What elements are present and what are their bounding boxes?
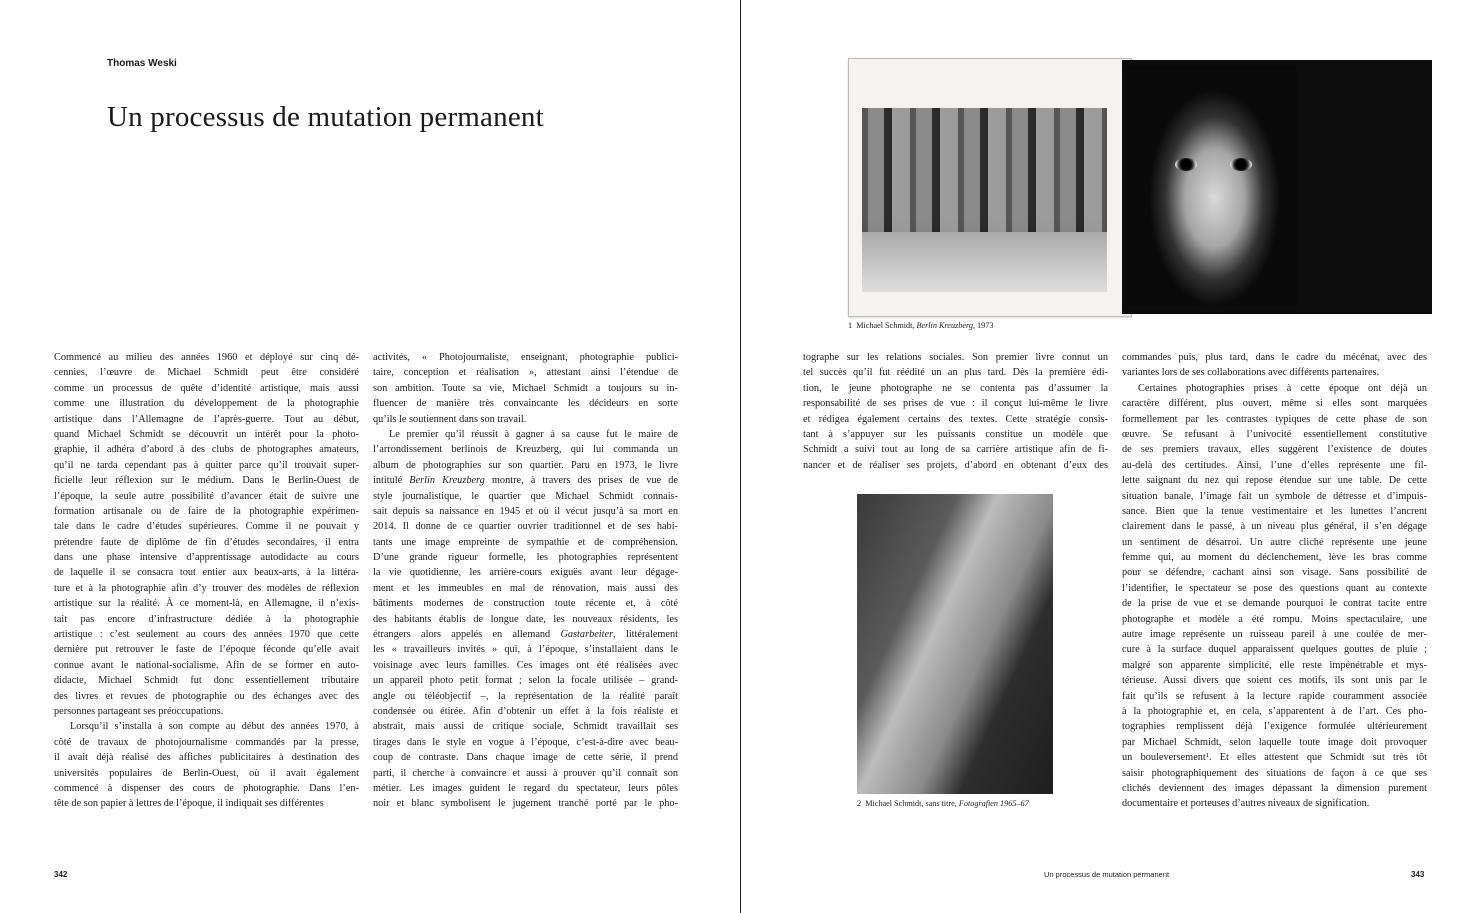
text-line: tel succès qu’il fut réédité un an plus tard. Dès la première édi-: [803, 367, 1108, 379]
running-head: Un processus de mutation permanent: [1044, 870, 1170, 879]
text-line: l’identifier, le spectateur se pose des questions quant au contexte: [1122, 582, 1427, 594]
text-line: fluencer de manière très convaincante les décideurs en sorte: [373, 398, 678, 410]
text-line: il avait déjà réalisé des affiches publicitaires à destination des: [54, 752, 359, 764]
text-line: un bouleversement¹. Et elles attestent que Schmidt sut très tôt: [1122, 752, 1427, 764]
text-line: quand Michael Schmidt se découvrit un intérêt pour la photo-: [54, 428, 359, 440]
figure-1-street-photo: [862, 108, 1107, 292]
text-line: cennies, l’œuvre de Michael Schmidt peut être considéré: [54, 367, 359, 379]
text-line: ture et à la photographie afin d’y trouver des modèles de réflexion: [54, 582, 359, 594]
text-line: de ses premiers travaux, elles suggèrent l’existence de doutes: [1122, 444, 1427, 456]
text-line: lette saignant du nez qui repose étendue sur une table. De cette: [1122, 475, 1427, 487]
text-line: Certaines photographies prises à cette époque ont déjà un: [1138, 382, 1427, 394]
text-line: par Michael Schmidt, selon laquelle toute image doit provoquer: [1122, 736, 1427, 748]
text-line: nancer et de réaliser ses projets, d’abord en obtenant d’eux des: [803, 459, 1108, 471]
text-line: variantes lors de ses collaborations avec différents partenaires.: [1122, 367, 1380, 379]
text-line: parti, il cherche à convaincre et aussi à prouver qu’il connaît son: [373, 767, 678, 779]
text-line: clichés deviennent des images dépassant la dimension purement: [1122, 782, 1427, 794]
text-line: condensée ou étirée. Afin d’obtenir un effet à la fois réaliste et: [373, 705, 678, 717]
text-line: commencé à dispenser des cours de photographie. Dans l’en-: [54, 782, 359, 794]
text-line: dans une phase intensive d’apprentissage autodidacte au cours: [54, 552, 359, 564]
text-line: sait depuis sa naissance en 1945 et où il vécut jusqu’à sa mort en: [373, 505, 678, 517]
text-line: tion, le jeune photographe ne se contenta pas d’assumer la: [803, 382, 1108, 394]
text-line: taire, conception et réalisation », attestant ainsi l’étendue de: [373, 367, 678, 379]
text-line: tographies remplissent déjà l’exigence formulée ultérieurement: [1122, 721, 1427, 733]
text-line: personnes partageant ses préoccupations.: [54, 705, 224, 717]
text-line: Le premier qu’il réussit à gagner à sa cause fut le maire de: [389, 428, 678, 440]
page-number-left: 342: [54, 870, 68, 879]
text-line: un sentiment de désarroi. Un autre cliché représente une jeune: [1122, 536, 1427, 548]
text-line: un appareil photo petit format ; selon la focale utilisée – grand-: [373, 675, 678, 687]
body-column-4: [1122, 350, 1427, 812]
text-line: Lorsqu’il s’installa à son compte au début des années 1970, à: [70, 721, 359, 733]
text-line: Schmidt a suivi tout au long de sa carrière artistique afin de fi-: [803, 444, 1108, 456]
page-number-right: 343: [1411, 870, 1425, 879]
text-line: sance. Bien que la tenue vestimentaire et les lunettes l’ancrent: [1122, 505, 1427, 517]
article-title: Un processus de mutation permanent: [107, 101, 544, 133]
text-line: ficielle leur réflexion sur le médium. Dans le Berlin-Ouest de: [54, 475, 359, 487]
text-line: coup de contraste. Dans chaque image de cette série, il prend: [373, 752, 678, 764]
body-column-3: [803, 350, 1108, 473]
text-line: formellement par les contrastes typiques de cette phase de son: [1122, 413, 1427, 425]
text-line: côté de travaux de photojournalisme commandés par la presse,: [54, 736, 359, 748]
text-line: activités, « Photojournaliste, enseignant, photographie publici-: [373, 352, 678, 363]
text-line: métier. Les images guident le regard du spectateur, leurs pôles: [373, 782, 678, 794]
text-line: clairement dans le passé, à un niveau plus général, il s’en dégage: [1122, 521, 1427, 533]
text-line: commandes puis, plus tard, dans le cadre du mécénat, avec des: [1122, 352, 1427, 363]
text-line: noir et blanc symbolisent le jugement tranché porté par le pho-: [373, 798, 678, 810]
text-line: malgré son apparente simplicité, elle reste impénétrable et mys-: [1122, 659, 1427, 671]
text-line: tants une image empreinte de sympathie et de compréhension.: [373, 536, 678, 548]
text-line: comme une illustration du développement de la photographie: [54, 398, 359, 410]
text-line: bâtiments modernes de construction toute récente et, à côté: [373, 598, 678, 610]
figure-2-caption: 2 Michael Schmidt, sans titre, Fotografien 1965–67: [857, 799, 1029, 808]
text-line: graphie, il adhéra d’abord à des clubs de photographes amateurs,: [54, 444, 359, 456]
text-line: son ambition. Toute sa vie, Michael Schmidt a toujours su in-: [373, 382, 678, 394]
text-line: saisir photographiquement des situations de façon à ce que ses: [1122, 767, 1427, 779]
text-line: cure à la surface duquel apparaissent quelques gouttes de pluie ;: [1122, 644, 1427, 656]
text-line: comme un processus de quête d’identité artistique, mais aussi: [54, 382, 359, 394]
text-line: documentaire et porteuses d’autres niveaux de signification.: [1122, 798, 1370, 810]
text-line: tographe sur les relations sociales. Son premier livre connut un: [803, 352, 1108, 363]
text-line: étrangers alors appelés en allemand Gastarbeiter, littéralement: [373, 629, 678, 641]
text-line: ment et les immeubles en mal de rénovation, mais aussi des: [373, 582, 678, 594]
text-line: D’une grande rigueur formelle, les photographies représentent: [373, 552, 678, 564]
text-line: responsabilité de ses prises de vue : il conçut lui-même le livre: [803, 398, 1108, 410]
text-line: à la photographie et, en cela, s’apparentent à de l’art. Ces pho-: [1122, 705, 1427, 717]
eye: [1230, 158, 1252, 171]
text-line: abstrait, mais aussi de critique sociale, Schmidt travaillait ses: [373, 721, 678, 733]
page-gutter: [740, 0, 741, 913]
text-line: artistique dans l’Allemagne de l’après-guerre. Tout au début,: [54, 413, 359, 425]
text-line: didacte, Michael Schmidt fut donc essentiellement tributaire: [54, 675, 359, 687]
text-line: artistique sur la réalité. À ce moment-là, en Allemagne, il n’exis-: [54, 598, 359, 610]
author-name: Thomas Weski: [107, 58, 177, 69]
text-line: les « travailleurs invités » qui, à l’époque, s’installaient dans le: [373, 644, 678, 656]
text-line: artistique : c’est seulement au cours des années 1970 que cette: [54, 629, 359, 641]
text-line: des livres et revues de photographie ou des échanges avec des: [54, 690, 359, 702]
text-line: et rédigea également certains des textes. Cette stratégie consis-: [803, 413, 1108, 425]
body-column-1: [54, 350, 359, 812]
text-line: tant à s’appuyer sur les puissants constitue un modèle que: [803, 428, 1108, 440]
text-line: connue avant le national-socialisme. Afin de se former en auto-: [54, 659, 359, 671]
text-line: autre image représente un ruisseau pareil à une coulée de mer-: [1122, 629, 1427, 641]
eye: [1175, 158, 1197, 171]
text-line: tête de son papier à lettres de l’époque, il indiquait ses différentes: [54, 798, 324, 810]
text-line: des habitants établis de longue date, les nouveaux résidents, les: [373, 613, 678, 625]
text-line: l’arrondissement berlinois de Kreuzberg, qui lui commanda un: [373, 444, 678, 456]
text-line: tirages dans le style en vogue à l’époque, c’est-à-dire avec beau-: [373, 736, 678, 748]
text-line: photographe et modèle a été rompu. Moins spectaculaire, une: [1122, 613, 1427, 625]
text-line: de la prise de vue et se demande pourquoi le contrat tacite entre: [1122, 598, 1427, 610]
text-line: l’époque, la seule autre possibilité d’avancer était de suivre une: [54, 490, 359, 502]
text-line: qu’il ne tarda cependant pas à quitter parce qu’il trouvait super-: [54, 459, 359, 471]
text-line: intitulé Berlin Kreuzberg montre, à travers des prises de vue de: [373, 475, 678, 487]
text-line: formation artisanale ou de faire de la photographie expérimen-: [54, 505, 359, 517]
text-line: angle ou téléobjectif –, la représentation de la réalité paraît: [373, 690, 678, 702]
text-line: fait qu’ils se refusent à la lecture rapide couramment associée: [1122, 690, 1427, 702]
text-line: style journalistique, le quartier que Michael Schmidt connais-: [373, 490, 678, 502]
text-line: la vie quotidienne, les arrière-cours exiguës avant leur dégage-: [373, 567, 678, 579]
text-line: au-delà des certitudes. Ainsi, l’une d’elles représente une fil-: [1122, 459, 1427, 471]
text-line: 2014. Il donne de ce quartier ouvrier traditionnel et de ses habi-: [373, 521, 678, 533]
text-line: caractère différent, plus ouvert, même si elles sont marquées: [1122, 398, 1427, 410]
text-line: qu’ils le soutiennent dans son travail.: [373, 413, 527, 425]
text-line: femme qui, au moment du déclenchement, lève les bras comme: [1122, 552, 1427, 564]
text-line: album de photographies sur son quartier. Paru en 1973, le livre: [373, 459, 678, 471]
text-line: tale dans le cadre d’études supérieures. Comme il ne pouvait y: [54, 521, 359, 533]
figure-2-stream-photo: [857, 494, 1053, 794]
text-line: tait pas encore d’infrastructure dédiée à la photographie: [54, 613, 359, 625]
text-line: situation banale, l’image fait un symbole de détresse et d’impuis-: [1122, 490, 1427, 502]
text-line: Commencé au milieu des années 1960 et déployé sur cinq dé-: [54, 352, 359, 363]
body-column-2: [373, 350, 678, 812]
text-line: œuvre. Se refusant à l’univocité essentiellement constitutive: [1122, 428, 1427, 440]
text-line: térieuse. Aussi divers que soient ces motifs, ils sont unis par le: [1122, 675, 1427, 687]
text-line: pour se défendre, cachant ainsi son visage. Sans possibilité de: [1122, 567, 1427, 579]
figure-1-portrait-photo: [1125, 66, 1297, 306]
figure-1-caption: 1 Michael Schmidt, Berlin Kreuzberg, 1973: [848, 321, 994, 330]
text-line: prétendre faute de diplôme de fin d’études secondaires, il entra: [54, 536, 359, 548]
text-line: de laquelle il se consacra tout entier aux beaux-arts, à la littéra-: [54, 567, 359, 579]
text-line: universités populaires de Berlin-Ouest, où il avait également: [54, 767, 359, 779]
text-line: voisinage avec leurs familles. Ces images ont été réalisées avec: [373, 659, 678, 671]
text-line: dernière put retrouver le faste de l’époque féconde qu’elle avait: [54, 644, 359, 656]
